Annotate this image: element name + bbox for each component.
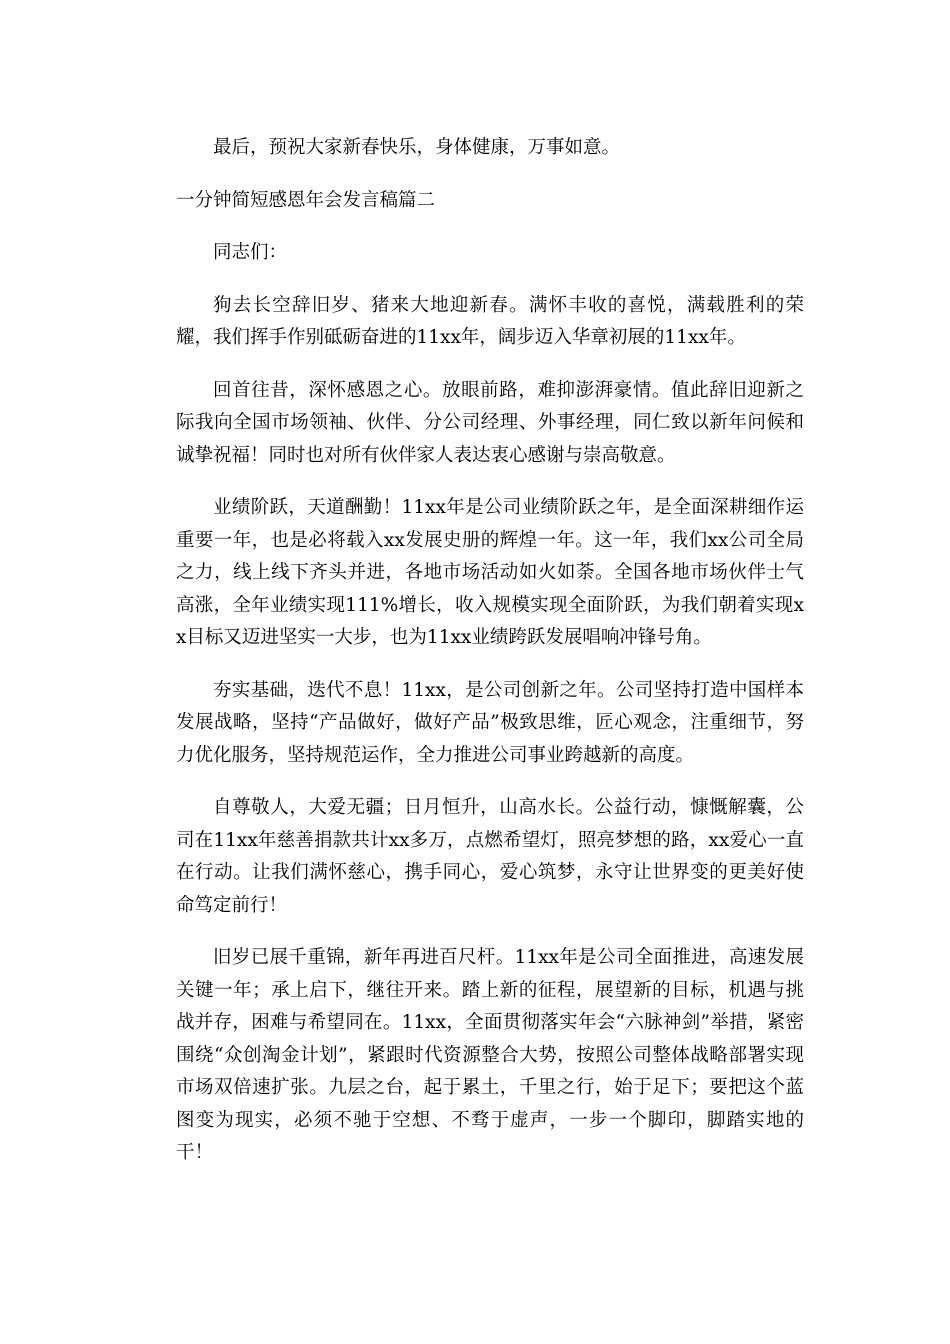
- section-heading: 一分钟简短感恩年会发言稿篇二: [176, 189, 436, 211]
- document-body: [176, 132, 804, 1190]
- paragraph-gratitude: 回首往昔，深怀感恩之心。放眼前路，难抑澎湃豪情。值此辞旧迎新之际我向全国市场领袖、伙伴、分公司经理、外事经理，同仁致以新年问候和诚挚祝福！同时也对所有伙伴家人表达衷心感谢与崇高敬意。: [176, 379, 804, 466]
- paragraph-performance: 业绩阶跃，天道酬勤！11xx年是公司业绩阶跃之年，是全面深耕细作运重要一年，也是必将载入xx发展史册的辉煌一年。这一年，我们xx公司全局之力，线上线下齐头并进，各地市场活动如火如荼。全国各地市场伙伴士气高涨，全年业绩实现111%增长，收入规模实现全面阶跃，为我们朝着实现xx目标又迈进坚实一大步，也为11xx业绩跨跃发展唱响冲锋号角。: [176, 497, 804, 648]
- paragraph-opening: 狗去长空辞旧岁、猪来大地迎新春。满怀丰收的喜悦，满载胜利的荣耀，我们挥手作别砥砺奋进的11xx年，阔步迈入华章初展的11xx年。: [176, 294, 804, 348]
- paragraph-charity: 自尊敬人，大爱无疆；日月恒升，山高水长。公益行动，慷慨解囊，公司在11xx年慈善捐款共计xx多万，点燃希望灯，照亮梦想的路，xx爱心一直在行动。让我们满怀慈心，携手同心，爱心筑梦，永守让世界变的更美好使命笃定前行！: [176, 797, 804, 916]
- paragraph-outlook: 旧岁已展千重锦，新年再进百尺杆。11xx年是公司全面推进，高速发展关键一年；承上启下，继往开来。踏上新的征程，展望新的目标，机遇与挑战并存，困难与希望同在。11xx，全面贯彻落实年会“六脉神剑”举措，紧密围绕“众创淘金计划”，紧跟时代资源整合大势，按照公司整体战略部署实现市场双倍速扩张。九层之台，起于累土，千里之行，始于足下；要把这个蓝图变为现实，必须不驰于空想、不骛于虚声，一步一个脚印，脚踏实地的干！: [176, 947, 804, 1163]
- paragraph-foundation: 夯实基础，迭代不息！11xx，是公司创新之年。公司坚持打造中国样本发展战略，坚持“产品做好，做好产品”极致思维，匠心观念，注重细节，努力优化服务，坚持规范运作，全力推进公司事业跨越新的高度。: [176, 679, 804, 766]
- paragraph-salutation: 同志们：: [213, 242, 288, 263]
- paragraph-closing-wishes: 最后，预祝大家新春快乐，身体健康，万事如意。: [213, 137, 621, 158]
